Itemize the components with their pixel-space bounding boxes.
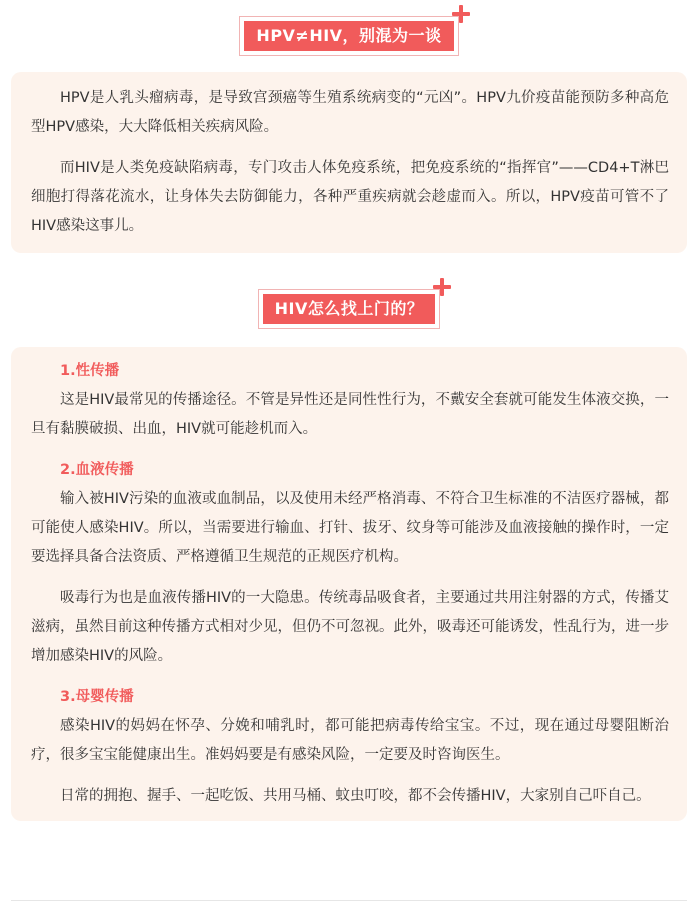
section-2-badge-frame — [258, 289, 441, 329]
section-2-card — [11, 347, 687, 821]
heading-sexual-transmission: 1.性传播 — [60, 363, 120, 379]
section-1-title: HPV≠HIV，别混为一谈 — [244, 21, 453, 51]
plus-icon — [433, 278, 451, 296]
paragraph-daily-contact: 日常的拥抱、握手、一起吃饭、共用马桶、蚊虫叮咬，都不会传播HIV，大家别自己吓自己。 — [60, 788, 651, 804]
paragraph-sexual-transmission: 这是HIV最常见的传播途径。不管是异性还是同性性行为，不戴安全套就可能发生体液交换，一旦有黏膜破损、出血，HIV就可能趁机而入。 — [31, 392, 669, 437]
section-1-header — [0, 16, 698, 56]
section-2-title: HIV怎么找上门的？ — [263, 294, 436, 324]
bottom-divider — [11, 900, 687, 901]
paragraph-blood-transmission: 输入被HIV污染的血液或血制品，以及使用未经严格消毒、不符合卫生标准的不洁医疗器械，都可能使人感染HIV。所以，当需要进行输血、打针、拔牙、纹身等可能涉及血液接触的操作时，一定要选择具备合法资质、严格遵循卫生规范的正规医疗机构。 — [31, 491, 669, 565]
paragraph-hiv: 而HIV是人类免疫缺陷病毒，专门攻击人体免疫系统，把免疫系统的“指挥官”——CD4+T淋巴细胞打得落花流水，让身体失去防御能力，各种严重疾病就会趁虚而入。所以，HPV疫苗可管不了HIV感染这事儿。 — [31, 160, 669, 234]
paragraph-mother-to-child: 感染HIV的妈妈在怀孕、分娩和哺乳时，都可能把病毒传给宝宝。不过，现在通过母婴阻断治疗，很多宝宝能健康出生。准妈妈要是有感染风险，一定要及时咨询医生。 — [31, 718, 669, 763]
heading-blood-transmission: 2.血液传播 — [60, 462, 134, 478]
paragraph-drug-use: 吸毒行为也是血液传播HIV的一大隐患。传统毒品吸食者，主要通过共用注射器的方式，传播艾滋病，虽然目前这种传播方式相对少见，但仍不可忽视。此外，吸毒还可能诱发，性乱行为，进一步增加感染HIV的风险。 — [31, 590, 669, 664]
section-2-header — [0, 289, 698, 329]
paragraph-hpv: HPV是人乳头瘤病毒，是导致宫颈癌等生殖系统病变的“元凶”。HPV九价疫苗能预防多种高危型HPV感染，大大降低相关疾病风险。 — [31, 90, 669, 135]
plus-icon — [452, 5, 470, 23]
heading-mother-to-child: 3.母婴传播 — [60, 689, 134, 705]
section-1-badge-frame — [239, 16, 458, 56]
section-1-card — [11, 72, 687, 253]
